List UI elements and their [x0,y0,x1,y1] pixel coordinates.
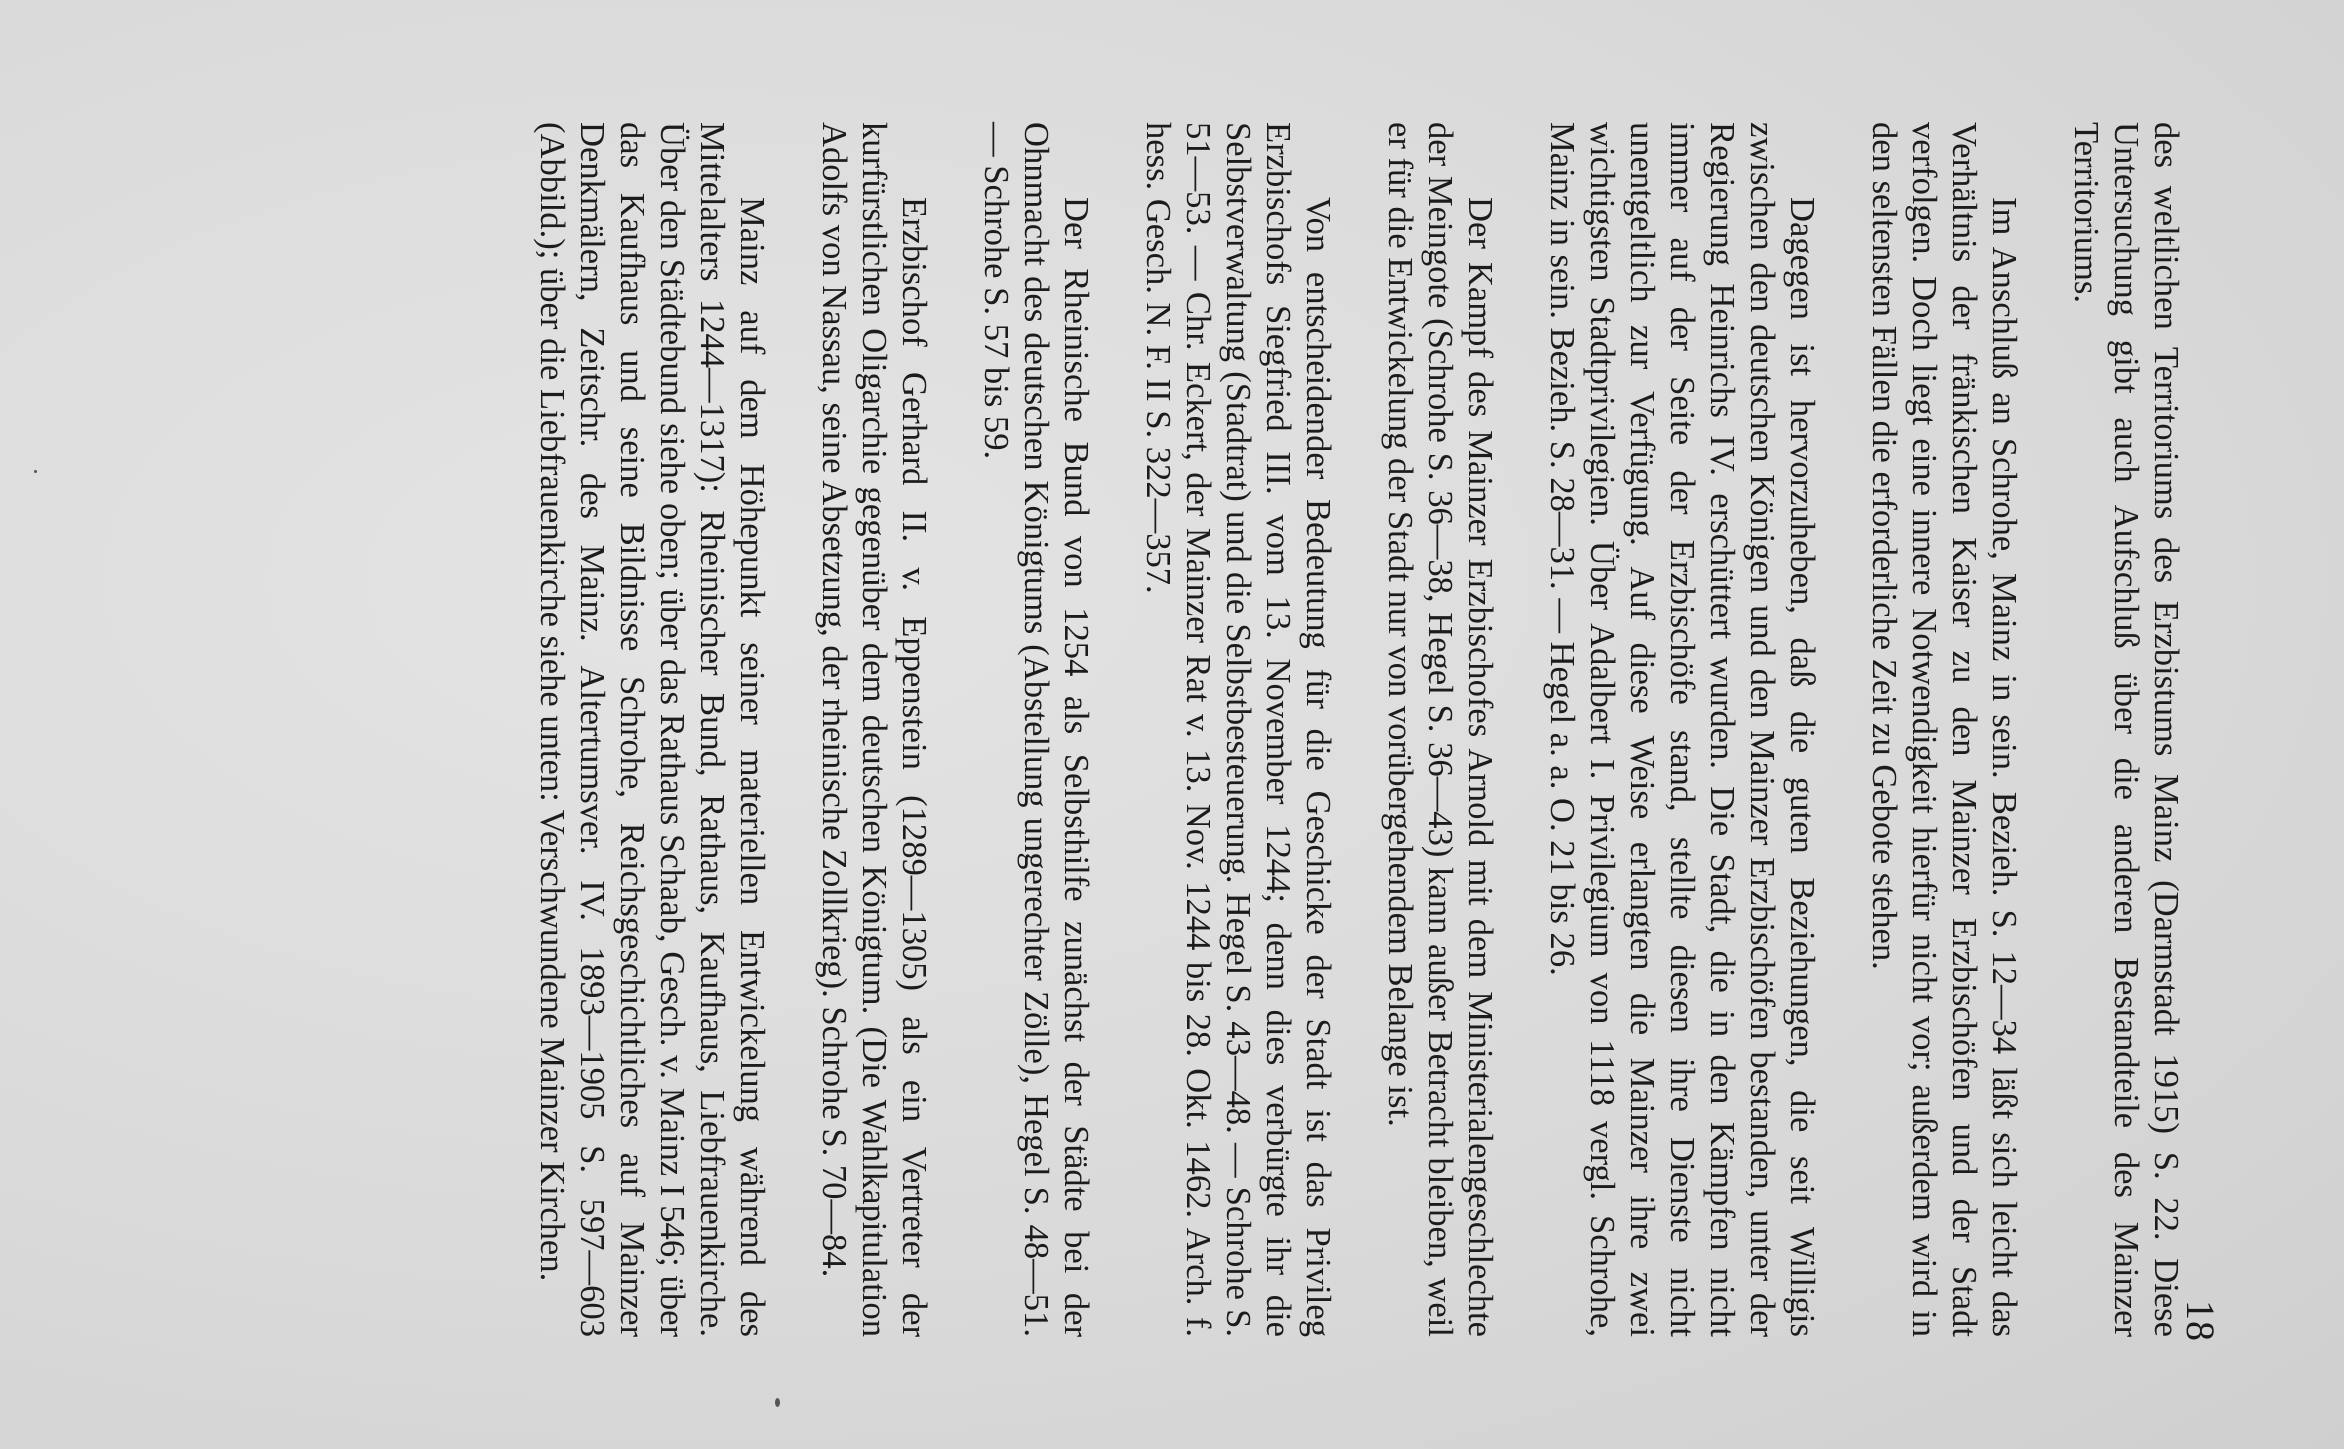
scan-speck [775,1398,780,1407]
paragraph-1: des weltlichen Territoriums des Erzbistums Mainz (Darmstadt 1915) S. 22. Diese Untersuchung gibt auch Aufschluß über die anderen Bestandteile des Mainzer Territoriums. [2067,122,2185,1337]
paragraph-5: Von entscheidender Bedeutung für die Geschicke der Stadt ist das Privileg Erzbischofs Siegfried III. vom 13. November 1244; denn dies verbürgte ihr die Selbstverwaltung (Stadtrat) und die Selbstbesteuerung. Hegel S. 43—48. — Schrohe S. 51—53. — Chr. Eckert, der Mainzer Rat v. 13. Nov. 1244 bis 28. Okt. 1462. Arch. f. hess. Gesch. N. F. II S. 322—357. [1139,122,1337,1337]
paragraph-4: Der Kampf des Mainzer Erzbischofes Arnold mit dem Ministerialengeschlechte der Meingote (Schrohe S. 36—38, Hegel S. 36—43) kann außer Betracht bleiben, weil er für die Entwickelung der Stadt nur von vorübergehendem Belange ist. [1381,122,1499,1337]
paragraph-6: Der Rheinische Bund von 1254 als Selbsthilfe zunächst der Städte bei der Ohnmacht des deutschen Königtums (Abstellung ungerechter Zölle), Hegel S. 48—51. — Schrohe S. 57 bis 59. [977,122,1095,1337]
page-number: 18 [2178,1300,2223,1342]
scan-speck [34,470,37,473]
paragraph-3: Dagegen ist hervorzuheben, daß die guten Beziehungen, die seit Willigis zwischen den deutschen Königen und den Mainzer Erzbischöfen bestanden, unter der Regierung Heinrichs IV. erschüttert wurden. Die Stadt, die in den Kämpfen nicht immer auf der Seite der Erzbischöfe stand, stellte diesen ihre Dienste nicht unentgeltlich zur Verfügung. Auf diese Weise erlangten die Mainzer ihre zwei wichtigsten Stadtprivilegien. Über Adalbert I. Privilegium von 1118 vergl. Schrohe, Mainz in sein. Bezieh. S. 28—31. — Hegel a. a. O. 21 bis 26. [1543,122,1821,1337]
paragraph-8: Mainz auf dem Höhepunkt seiner materiellen Entwickelung während des Mittelalters 1244—1317): Rheinischer Bund, Rathaus, Kaufhaus, Liebfrauenkirche. Über den Städtebund siehe oben; über das Rathaus Schaab, Gesch. v. Mainz I 546; über das Kaufhaus und seine Bildnisse Schrohe, Reichsgeschichtliches auf Mainzer Denkmälern, Zeitschr. des Mainz. Altertumsver. IV. 1893—1905 S. 597—603 (Abbild.); über die Liebfrauenkirche siehe unten: Verschwundene Mainzer Kirchen. [533,122,771,1337]
body-text [532,122,2186,1337]
paragraph-2: Im Anschluß an Schrohe, Mainz in sein. Bezieh. S. 12—34 läßt sich leicht das Verhältnis der fränkischen Kaiser zu den Mainzer Erzbischöfen und der Stadt verfolgen. Doch liegt eine innere Notwendigkeit hierfür nicht vor; außerdem wird in den seltensten Fällen die erforderliche Zeit zu Gebote stehen. [1865,122,2023,1337]
paragraph-7: Erzbischof Gerhard II. v. Eppenstein (1289—1305) als ein Vertreter der kurfürstlichen Oligarchie gegenüber dem deutschen Königtum. (Die Wahlkapitulation Adolfs von Nassau, seine Absetzung, der rheinische Zollkrieg). Schrohe S. 70—84. [815,122,933,1337]
